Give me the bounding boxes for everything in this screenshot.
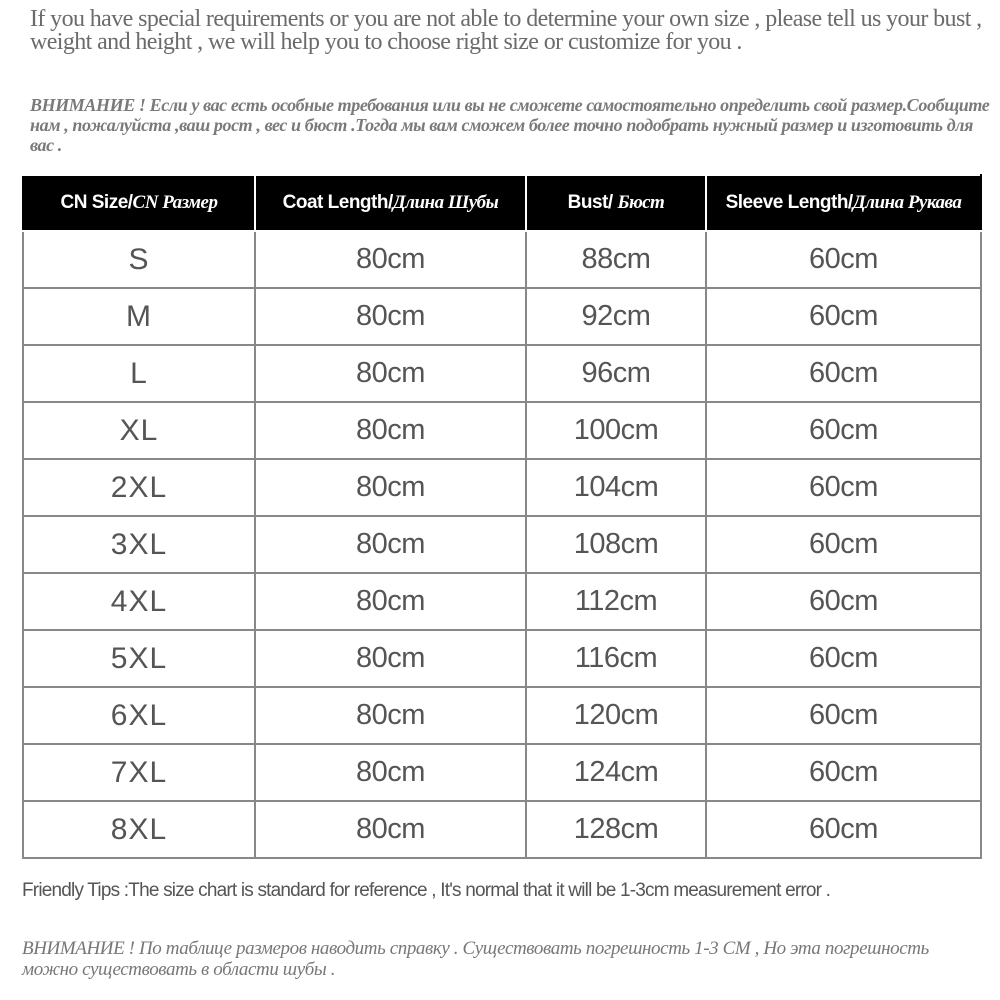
tips-russian-text: ВНИМАНИЕ ! По таблице размеров наводить справку . Существовать погрешность 1-3 СМ , Но эта погрешность можно существовать в области шубы .: [22, 938, 929, 980]
header-ru: Длина Рукава: [852, 192, 962, 213]
header-en: Coat Length/: [282, 192, 393, 213]
sleeve-length-cell: 60cm: [706, 630, 981, 687]
coat-length-cell: 80cm: [255, 459, 526, 516]
table-row: [23, 801, 981, 858]
bust-cell: 108cm: [526, 516, 706, 573]
table-row: [23, 288, 981, 345]
sleeve-length-cell: 60cm: [706, 687, 981, 744]
table-row: [23, 573, 981, 630]
bust-cell: 96cm: [526, 345, 706, 402]
table-row: [23, 687, 981, 744]
size-cell: M: [23, 288, 255, 345]
size-cell: S: [23, 231, 255, 288]
size-chart-table: [22, 174, 982, 859]
table-header-row: [23, 175, 981, 231]
size-cell: L: [23, 345, 255, 402]
sleeve-length-cell: 60cm: [706, 231, 981, 288]
bust-cell: 88cm: [526, 231, 706, 288]
coat-length-cell: 80cm: [255, 801, 526, 858]
bust-cell: 104cm: [526, 459, 706, 516]
table-row: [23, 402, 981, 459]
sleeve-length-cell: 60cm: [706, 402, 981, 459]
coat-length-cell: 80cm: [255, 516, 526, 573]
size-cell: 3XL: [23, 516, 255, 573]
intro-english-text: If you have special requirements or you are not able to determine your own size , please tell us your bust , weight and height , we will help you to choose right size or customize for you .: [30, 6, 982, 55]
coat-length-cell: 80cm: [255, 573, 526, 630]
size-cell: XL: [23, 402, 255, 459]
table-row: [23, 231, 981, 288]
sleeve-length-cell: 60cm: [706, 744, 981, 801]
sleeve-length-cell: 60cm: [706, 345, 981, 402]
size-cell: 8XL: [23, 801, 255, 858]
size-cell: 4XL: [23, 573, 255, 630]
coat-length-cell: 80cm: [255, 345, 526, 402]
sleeve-length-cell: 60cm: [706, 288, 981, 345]
size-cell: 6XL: [23, 687, 255, 744]
bust-cell: 100cm: [526, 402, 706, 459]
bust-cell: 92cm: [526, 288, 706, 345]
header-coat-length: [255, 175, 526, 231]
header-ru: CN Размер: [132, 192, 218, 213]
size-cell: 7XL: [23, 744, 255, 801]
bust-cell: 124cm: [526, 744, 706, 801]
header-ru: Бюст: [617, 192, 665, 213]
size-cell: 2XL: [23, 459, 255, 516]
header-ru: Длина Шубы: [392, 192, 499, 213]
table-row: [23, 459, 981, 516]
bust-cell: 120cm: [526, 687, 706, 744]
coat-length-cell: 80cm: [255, 402, 526, 459]
header-en: Sleeve Length/: [725, 192, 853, 213]
header-sleeve-length: [706, 175, 981, 231]
bust-cell: 128cm: [526, 801, 706, 858]
header-en: Bust/: [567, 192, 618, 213]
coat-length-cell: 80cm: [255, 744, 526, 801]
bust-cell: 112cm: [526, 573, 706, 630]
size-cell: 5XL: [23, 630, 255, 687]
intro-russian-text: ВНИМАНИЕ ! Если у вас есть особные требования или вы не сможете самостоятельно определить свой размер.Сообщите нам , пожалуйста ,ваш рост , вес и бюст .Тогда мы вам сможем более точно подобрать нужный размер и изготовить для вас .: [30, 95, 990, 155]
sleeve-length-cell: 60cm: [706, 459, 981, 516]
table-row: [23, 516, 981, 573]
coat-length-cell: 80cm: [255, 288, 526, 345]
sleeve-length-cell: 60cm: [706, 516, 981, 573]
sleeve-length-cell: 60cm: [706, 801, 981, 858]
table-row: [23, 345, 981, 402]
sleeve-length-cell: 60cm: [706, 573, 981, 630]
table-row: [23, 630, 981, 687]
coat-length-cell: 80cm: [255, 687, 526, 744]
header-en: CN Size/: [60, 192, 133, 213]
header-bust: [526, 175, 706, 231]
coat-length-cell: 80cm: [255, 231, 526, 288]
header-cn-size: [23, 175, 255, 231]
table-row: [23, 744, 981, 801]
tips-english-text: Friendly Tips :The size chart is standard for reference , It's normal that it will be 1-3cm measurement error .: [22, 880, 831, 901]
bust-cell: 116cm: [526, 630, 706, 687]
coat-length-cell: 80cm: [255, 630, 526, 687]
